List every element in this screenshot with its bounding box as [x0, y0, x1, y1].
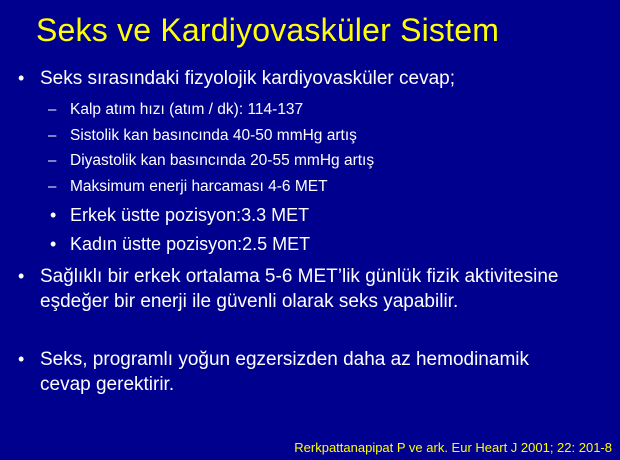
citation: Rerkpattanapipat P ve ark. Eur Heart J 2001; 22: 201-8 [294, 440, 612, 455]
slide-title: Seks ve Kardiyovasküler Sistem [36, 12, 500, 48]
sub-item-woman-on-top: Kadın üstte pozisyon:2.5 MET [70, 234, 311, 254]
bullet-marker: • [18, 349, 25, 369]
dash-marker: – [48, 178, 57, 195]
bullet-3-line-2: cevap gerektirir. [40, 374, 175, 395]
sub-item-systolic: Sistolik kan basıncında 40-50 mmHg artış [70, 127, 357, 144]
bullet-marker: • [50, 234, 57, 254]
dash-marker: – [48, 152, 57, 169]
bullet-3-line-1: Seks, programlı yoğun egzersizden daha az hemodinamik [40, 349, 529, 370]
bullet-2-line-1: Sağlıklı bir erkek ortalama 5-6 MET’lik günlük fizik aktivitesine [40, 266, 559, 287]
sub-item-diastolic: Diyastolik kan basıncında 20-55 mmHg artış [70, 152, 375, 169]
bullet-marker: • [50, 205, 57, 225]
dash-marker: – [48, 127, 57, 144]
bullet-marker: • [18, 68, 25, 88]
sub-item-max-energy: Maksimum enerji harcaması 4-6 MET [70, 178, 328, 195]
bullet-2-line-2: eşdeğer bir enerji ile güvenli olarak seks yapabilir. [40, 291, 459, 312]
bullet-1-text: Seks sırasındaki fizyolojik kardiyovasküler cevap; [40, 68, 456, 89]
bullet-marker: • [18, 266, 25, 286]
sub-item-man-on-top: Erkek üstte pozisyon:3.3 MET [70, 205, 310, 225]
sub-item-heart-rate: Kalp atım hızı (atım / dk): 114-137 [70, 101, 304, 118]
dash-marker: – [48, 101, 57, 118]
